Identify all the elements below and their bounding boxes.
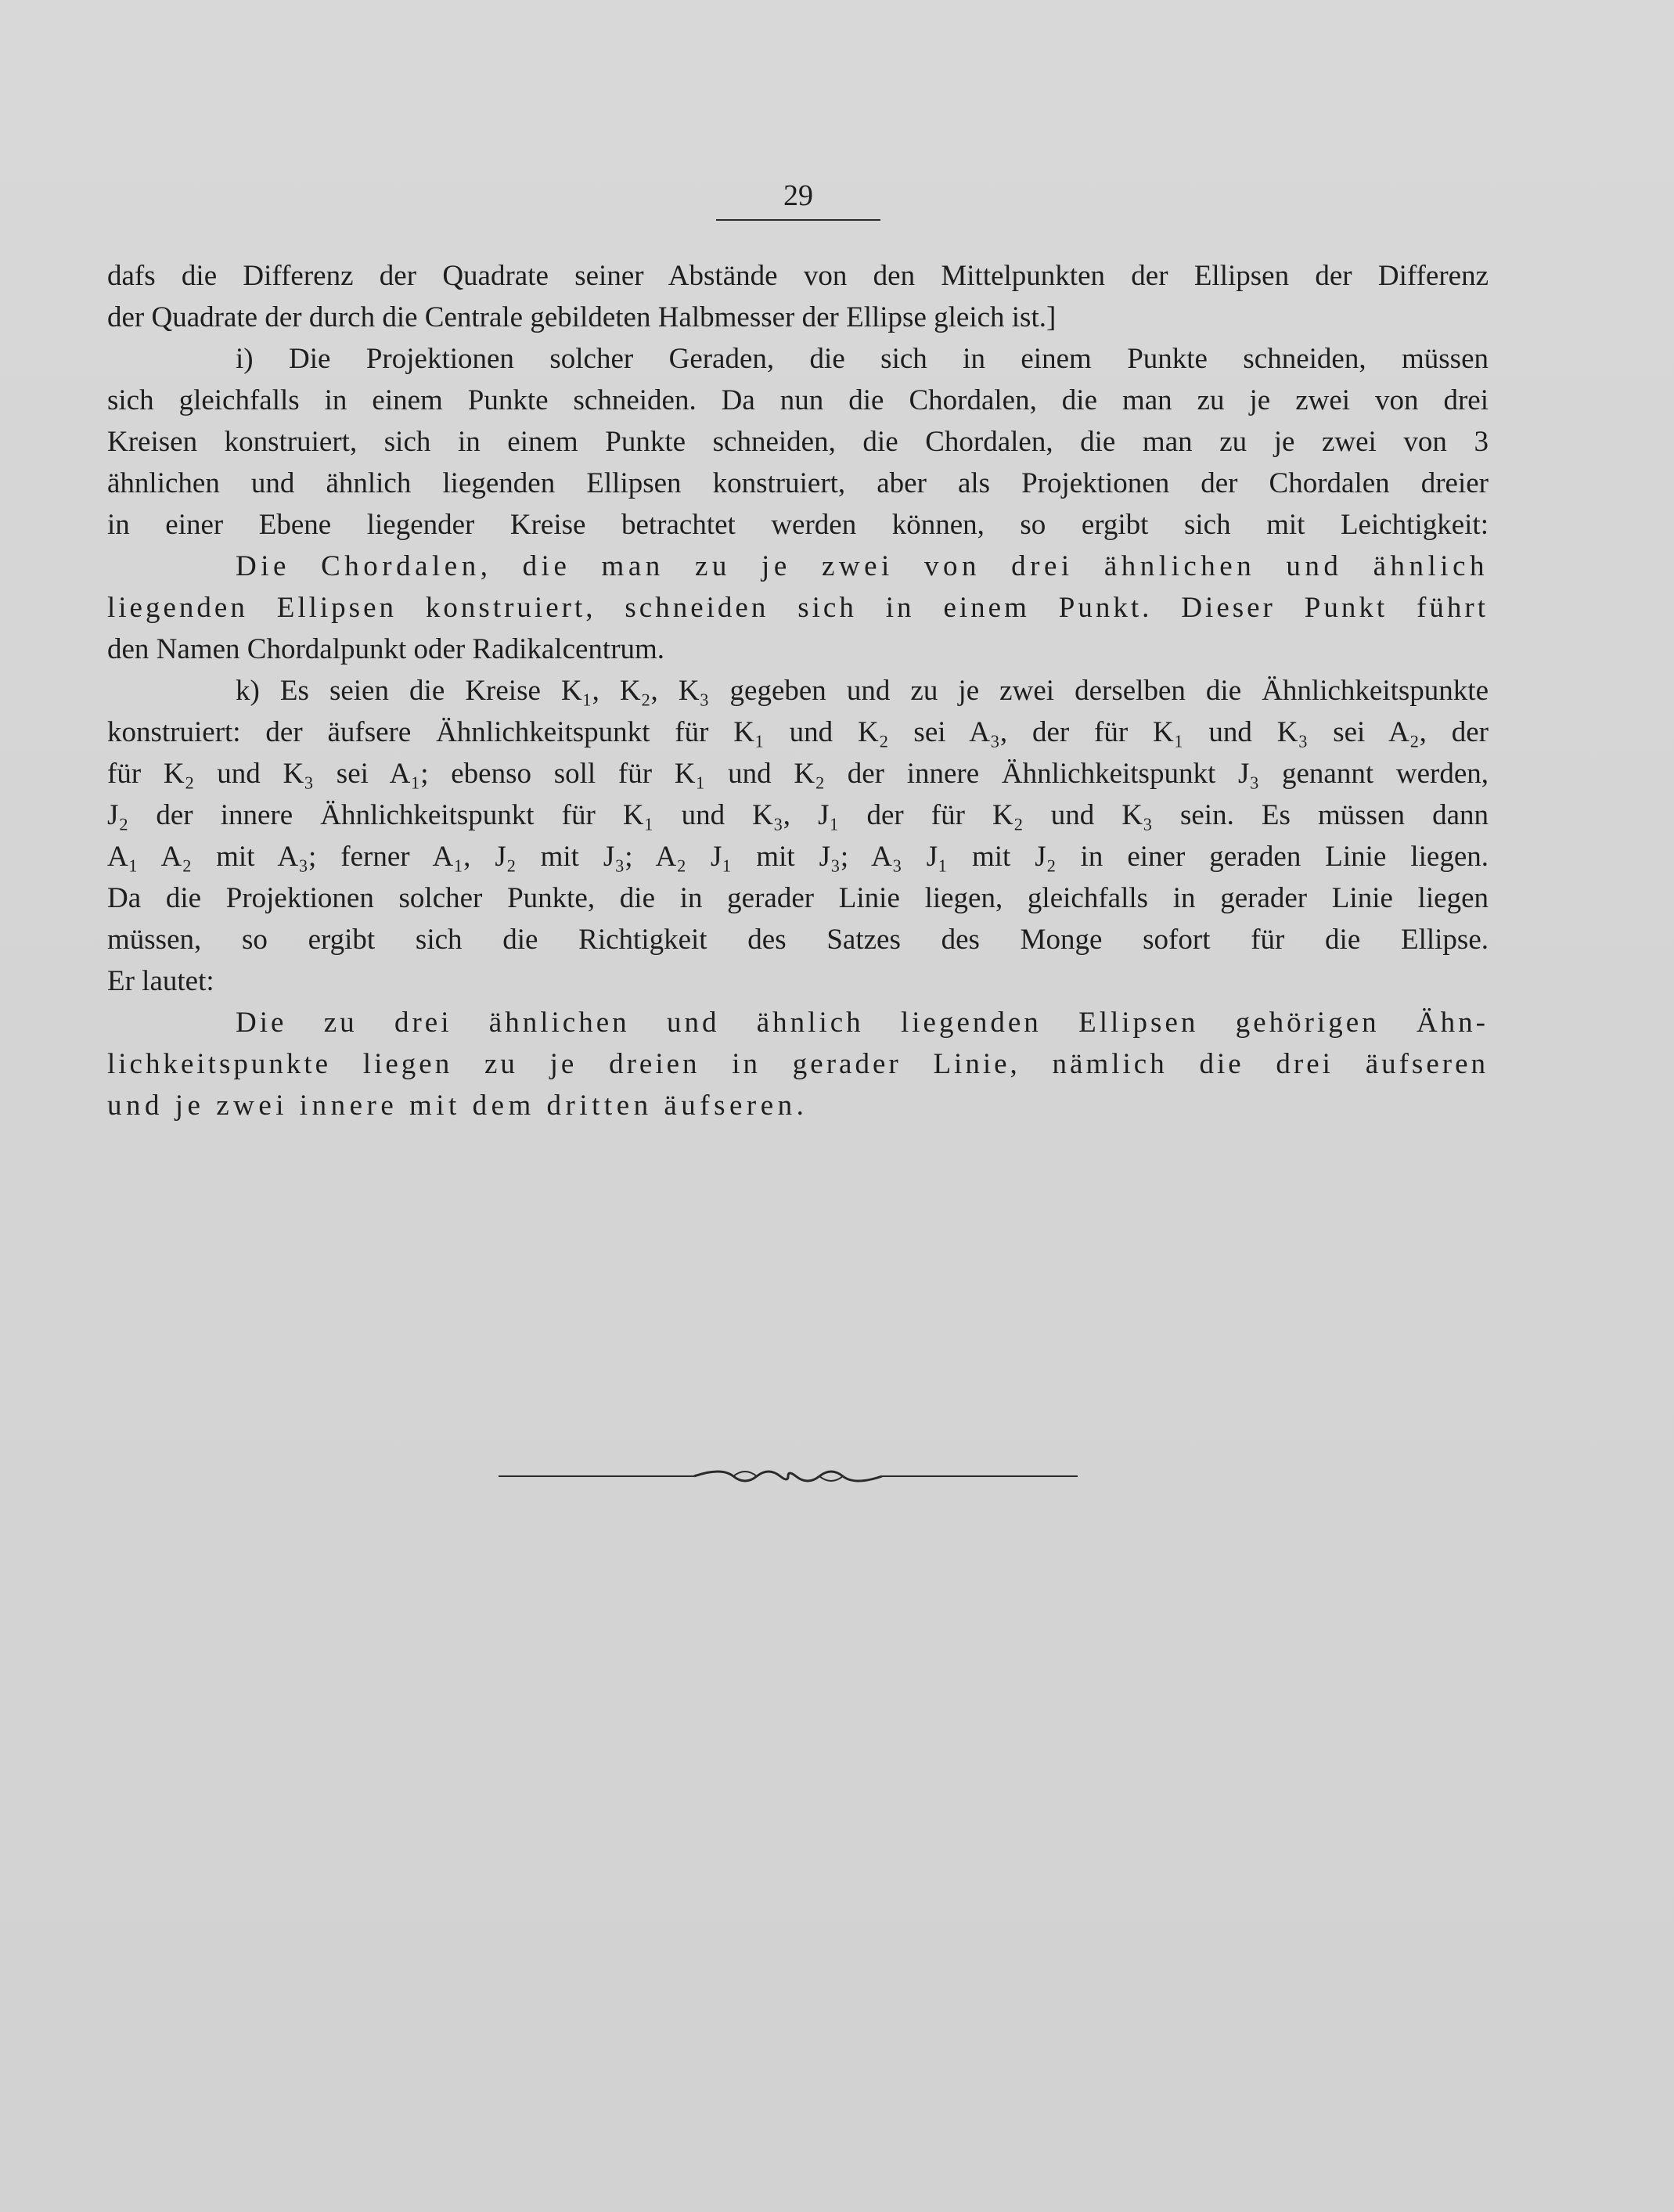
text-line: Kreisen konstruiert, sich in einem Punkte schneiden, die Chordalen, die man zu je zwei von 3	[107, 426, 1489, 458]
text-line: und je zwei innere mit dem dritten äufseren.	[107, 1090, 808, 1122]
text-line: sich gleichfalls in einem Punkte schneiden. Da nun die Chordalen, die man zu je zwei von drei	[107, 384, 1489, 416]
text-line: ähnlichen und ähnlich liegenden Ellipsen konstruiert, aber als Projektionen der Chordalen dreier	[107, 467, 1489, 499]
text-line: Die zu drei ähnlichen und ähnlich liegenden Ellipsen gehörigen Ähn-	[236, 1007, 1489, 1039]
text-line: den Namen Chordalpunkt oder Radikalcentrum.	[107, 633, 665, 665]
text-line: müssen, so ergibt sich die Richtigkeit des Satzes des Monge sofort für die Ellipse.	[107, 924, 1489, 956]
text-line: A₁ A₂ mit A₃; ferner A₁, J₂ mit J₃; A₂ J₁ mit J₃; A₃ J₁ mit J₂ in einer geraden Linie liegen.	[107, 841, 1489, 873]
body-text	[107, 255, 1489, 1126]
text-line: liegenden Ellipsen konstruiert, schneiden sich in einem Punkt. Dieser Punkt führt	[107, 592, 1489, 624]
text-line: J₂ der innere Ähnlichkeitspunkt für K₁ und K₃, J₁ der für K₂ und K₃ sein. Es müssen dann	[107, 799, 1489, 831]
text-line: k) Es seien die Kreise K₁, K₂, K₃ gegeben und zu je zwei derselben die Ähnlichkeitspunkte	[236, 675, 1489, 707]
page-number-rule	[716, 219, 880, 221]
ornamental-divider	[499, 1461, 1078, 1492]
text-line: Die Chordalen, die man zu je zwei von drei ähnlichen und ähnlich	[236, 550, 1489, 582]
text-line: Da die Projektionen solcher Punkte, die in gerader Linie liegen, gleichfalls in gerader Linie liegen	[107, 882, 1489, 914]
text-line: der Quadrate der durch die Centrale gebildeten Halbmesser der Ellipse gleich ist.]	[107, 301, 1057, 333]
text-line: Er lautet:	[107, 965, 214, 997]
text-line: für K₂ und K₃ sei A₁; ebenso soll für K₁ und K₂ der innere Ähnlichkeitspunkt J₃ genannt werden,	[107, 758, 1489, 790]
text-line: i) Die Projektionen solcher Geraden, die sich in einem Punkte schneiden, müssen	[236, 343, 1489, 375]
text-line: in einer Ebene liegender Kreise betrachtet werden können, so ergibt sich mit Leichtigkeit:	[107, 509, 1489, 541]
page-number: 29	[783, 179, 813, 212]
text-line: lichkeitspunkte liegen zu je dreien in gerader Linie, nämlich die drei äufseren	[107, 1048, 1489, 1080]
text-line: dafs die Differenz der Quadrate seiner Abstände von den Mittelpunkten der Ellipsen der Differenz	[107, 260, 1489, 292]
text-line: konstruiert: der äufsere Ähnlichkeitspunkt für K₁ und K₂ sei A₃, der für K₁ und K₃ sei A₂, der	[107, 716, 1489, 748]
